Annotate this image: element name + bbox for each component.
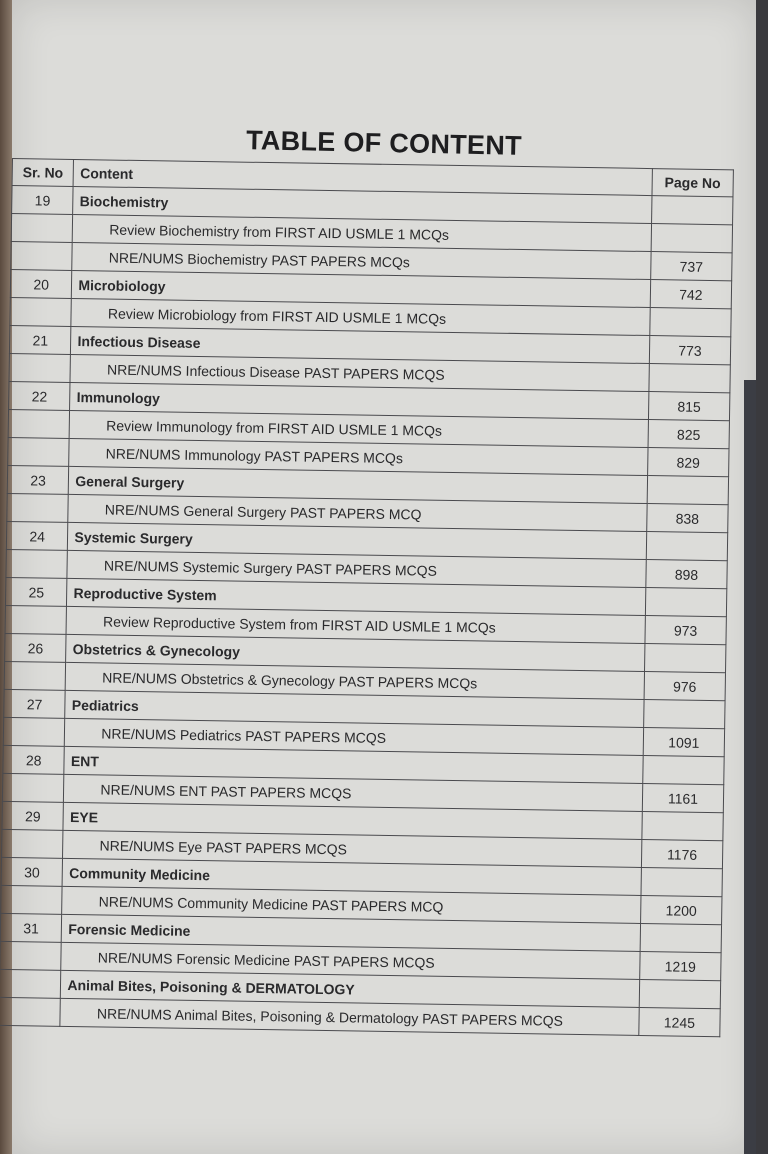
- page-number: 898: [646, 560, 728, 589]
- page-number: [643, 699, 725, 728]
- section-title: Community Medicine: [62, 858, 641, 895]
- serial-number: 30: [1, 857, 63, 886]
- serial-number: [0, 941, 62, 970]
- page-number: [651, 224, 733, 253]
- section-title: Reproductive System: [67, 578, 646, 615]
- page-number: 973: [645, 616, 727, 645]
- page-number: 1200: [640, 895, 722, 924]
- page-number: 976: [644, 671, 726, 700]
- serial-number: [4, 661, 66, 690]
- page-number: [650, 308, 732, 337]
- entry-title: Review Immunology from FIRST AID USMLE 1 MCQs: [69, 410, 648, 447]
- serial-number: 31: [0, 913, 62, 942]
- section-title: General Surgery: [69, 466, 648, 503]
- entry-title: Review Reproductive System from FIRST AID USMLE 1 MCQs: [66, 606, 645, 643]
- page-number: 829: [647, 448, 729, 477]
- serial-number: 20: [10, 269, 72, 298]
- header-page-no: Page No: [652, 169, 734, 197]
- serial-number: 24: [6, 521, 68, 550]
- serial-number: 28: [3, 745, 65, 774]
- page-number: [644, 643, 726, 672]
- page-title: TABLE OF CONTENT: [245, 125, 523, 161]
- page-number: 815: [648, 392, 730, 421]
- section-title: Microbiology: [72, 270, 651, 307]
- page-number: [649, 364, 731, 393]
- page-number: 838: [647, 504, 729, 533]
- page-number: [641, 867, 723, 896]
- serial-number: [2, 829, 64, 858]
- page-number: [642, 811, 724, 840]
- serial-number: [9, 353, 71, 382]
- page-number: 1219: [640, 951, 722, 980]
- header-content: Content: [73, 159, 652, 195]
- section-title: Systemic Surgery: [68, 522, 647, 559]
- entry-title: NRE/NUMS Biochemistry PAST PAPERS MCQs: [72, 242, 651, 279]
- page-number: 773: [649, 336, 731, 365]
- serial-number: [7, 493, 69, 522]
- page-number: [647, 476, 729, 505]
- serial-number: 22: [9, 381, 71, 410]
- serial-number: 21: [9, 325, 71, 354]
- page-number: [639, 979, 721, 1008]
- serial-number: 27: [4, 689, 66, 718]
- entry-title: NRE/NUMS Pediatrics PAST PAPERS MCQS: [65, 718, 644, 755]
- section-title: EYE: [63, 802, 642, 839]
- page-number: 742: [650, 280, 732, 309]
- serial-number: 25: [5, 577, 67, 606]
- page-number: 737: [651, 252, 733, 281]
- serial-number: 29: [2, 801, 64, 830]
- entry-title: Review Biochemistry from FIRST AID USMLE 1 MCQs: [73, 214, 652, 251]
- serial-number: 23: [7, 465, 69, 494]
- entry-title: NRE/NUMS Forensic Medicine PAST PAPERS MCQS: [61, 942, 640, 979]
- section-title: Immunology: [70, 382, 649, 419]
- serial-number: 26: [5, 633, 67, 662]
- page-number: 1091: [643, 727, 725, 756]
- serial-number: [8, 409, 70, 438]
- header-sr-no: Sr. No: [12, 159, 74, 187]
- entry-title: NRE/NUMS Immunology PAST PAPERS MCQs: [69, 438, 648, 475]
- page-number: [645, 588, 727, 617]
- serial-number: [6, 549, 68, 578]
- entry-title: NRE/NUMS Eye PAST PAPERS MCQS: [63, 830, 642, 867]
- serial-number: 19: [12, 186, 74, 215]
- section-title: Forensic Medicine: [62, 914, 641, 951]
- page-number: 1161: [642, 783, 724, 812]
- section-title: Pediatrics: [65, 690, 644, 727]
- page-number: [651, 196, 733, 225]
- serial-number: [5, 605, 67, 634]
- serial-number: [3, 717, 65, 746]
- book-cover-edge: [744, 380, 756, 1154]
- entry-title: NRE/NUMS General Surgery PAST PAPERS MCQ: [68, 494, 647, 531]
- serial-number: [8, 437, 70, 466]
- serial-number: [2, 773, 64, 802]
- entry-title: NRE/NUMS Systemic Surgery PAST PAPERS MCQS: [67, 550, 646, 587]
- serial-number: [11, 241, 73, 270]
- document-page: [12, 0, 756, 1154]
- entry-title: NRE/NUMS Obstetrics & Gynecology PAST PAPERS MCQs: [66, 662, 645, 699]
- section-title: Obstetrics & Gynecology: [66, 634, 645, 671]
- section-title: Biochemistry: [73, 186, 652, 223]
- entry-title: Review Microbiology from FIRST AID USMLE 1 MCQs: [71, 298, 650, 335]
- page-number: 825: [648, 420, 730, 449]
- entry-title: NRE/NUMS Animal Bites, Poisoning & Dermatology PAST PAPERS MCQS: [60, 998, 639, 1035]
- entry-title: NRE/NUMS ENT PAST PAPERS MCQS: [64, 774, 643, 811]
- toc-table: [0, 158, 734, 1037]
- page-number: [646, 532, 728, 561]
- entry-title: NRE/NUMS Infectious Disease PAST PAPERS MCQS: [70, 354, 649, 391]
- entry-title: NRE/NUMS Community Medicine PAST PAPERS MCQ: [62, 886, 641, 923]
- serial-number: [0, 969, 61, 998]
- page-number: [643, 755, 725, 784]
- page-number: 1245: [639, 1007, 721, 1036]
- serial-number: [11, 214, 73, 243]
- page-number: 1176: [641, 839, 723, 868]
- section-title: Infectious Disease: [71, 326, 650, 363]
- serial-number: [10, 297, 72, 326]
- serial-number: [0, 997, 61, 1026]
- section-title: Animal Bites, Poisoning & DERMATOLOGY: [61, 970, 640, 1007]
- section-title: ENT: [64, 746, 643, 783]
- page-number: [640, 923, 722, 952]
- serial-number: [1, 885, 63, 914]
